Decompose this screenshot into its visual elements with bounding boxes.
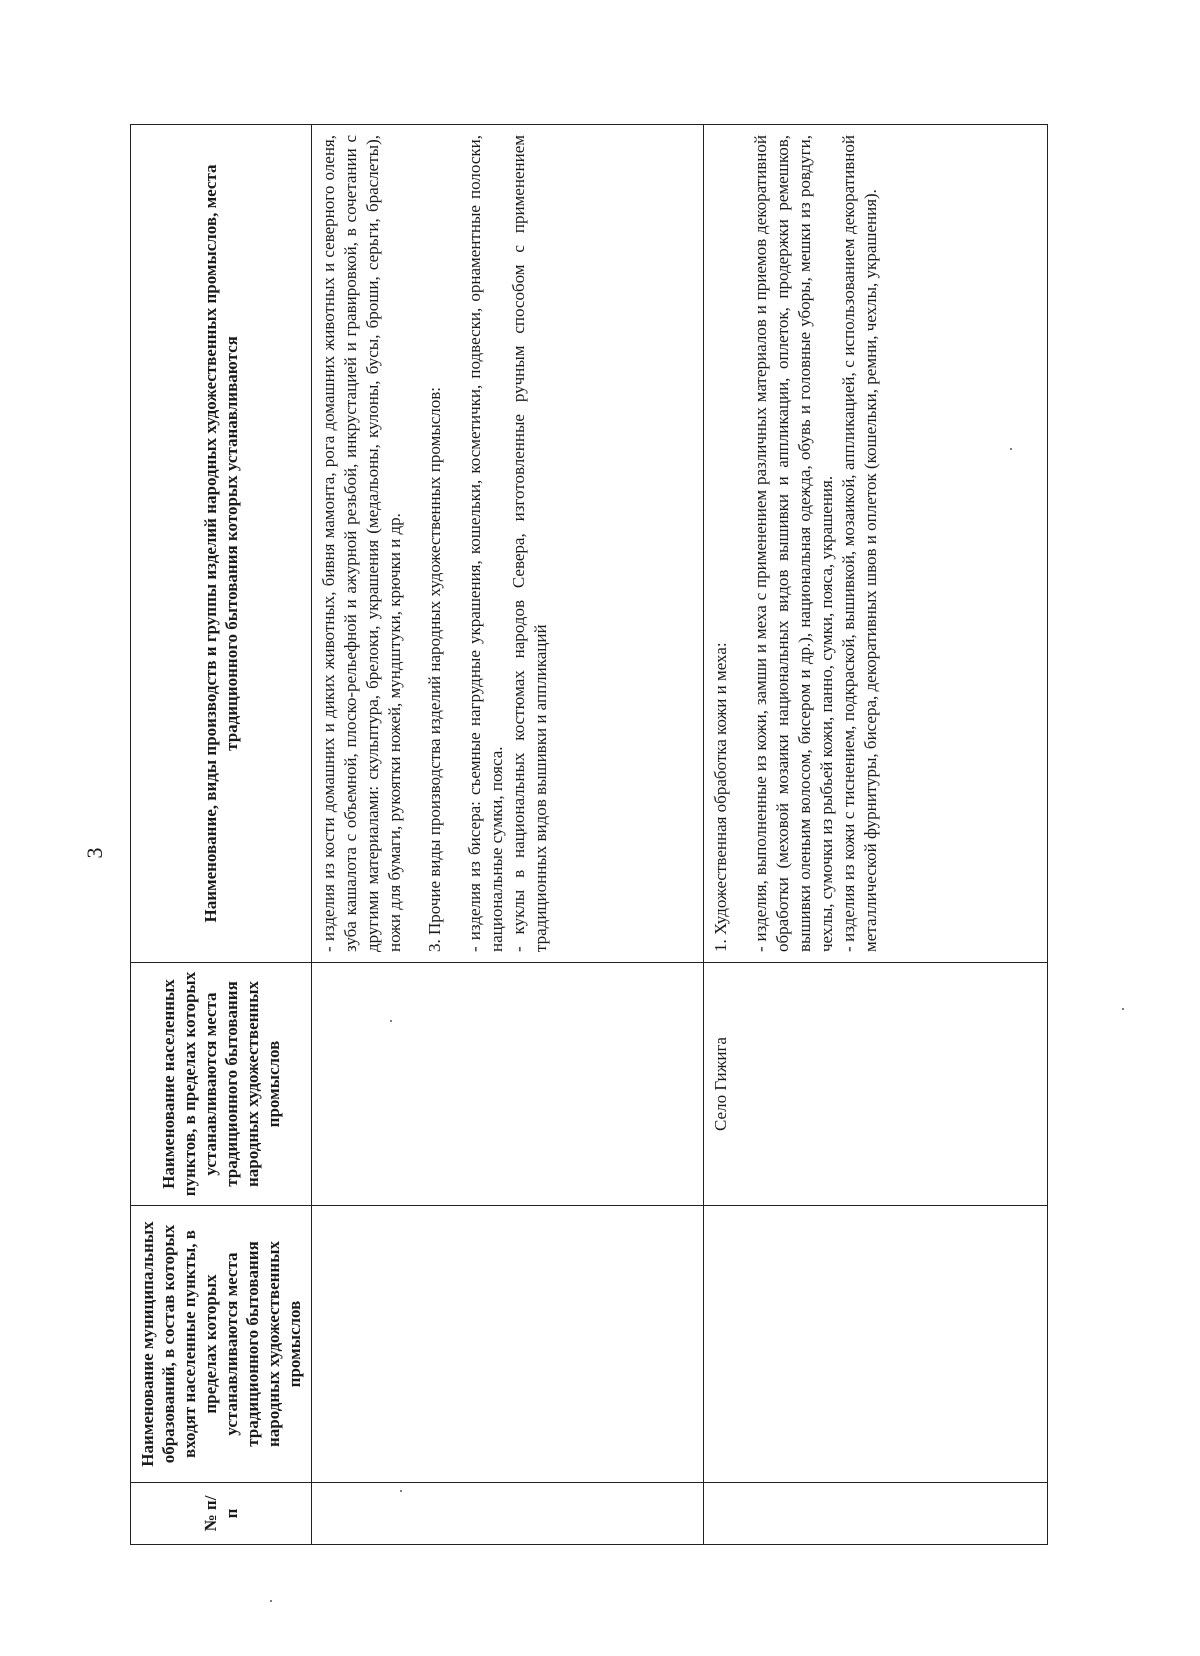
cell-settlement: Село Гижига [704, 963, 1048, 1206]
cell-types [312, 125, 704, 963]
crafts-table [130, 124, 1048, 1545]
rotated-page-content [130, 125, 1048, 1545]
cell-municipal [704, 1206, 1048, 1483]
cell-num [312, 1483, 704, 1545]
table-row [312, 125, 704, 1545]
header-types: Наименование, виды производств и группы изделий народных художественных промыслов, места традиционного бытования которых устанавливаются [131, 125, 312, 963]
item-bead-products: - изделия из бисера: съемные нагрудные украшения, кошельки, косметички, подвески, орнаментные полоски, национальные сумки, пояса. [465, 135, 506, 952]
item-bone-products: - изделия из кости домашних и диких животных, бивня мамонта, рога домашних животных и северного оленя, зуба кашалота с объемной, плоско-рельефной и ажурной резьбой, инкрустацией и гравировкой, в сочетании с другими материалами: скульптура, брелоки, украшения (медальоны, кулоны, бусы, броши, серьги, браслеты), ножи для бумаги, рукоятки ножей, мундштуки, крючки и др. [319, 135, 404, 952]
cell-types [704, 125, 1048, 963]
scan-speck [1122, 1008, 1124, 1010]
scan-speck [270, 1600, 272, 1602]
cell-municipal [312, 1206, 704, 1483]
item-section-1-heading: 1. Художественная обработка кожи и меха: [711, 642, 730, 952]
cell-settlement [312, 963, 704, 1206]
cell-num [704, 1483, 1048, 1545]
item-section-3-heading: 3. Прочие виды производства изделий народных художественных промыслов: [425, 386, 444, 952]
header-settlement: Наименование населенных пунктов, в пределах которых устанавливаются места традиционного бытования народных художественных промыслов [131, 963, 312, 1206]
scan-speck [400, 1490, 402, 1492]
header-num: № п/п [131, 1483, 312, 1545]
scan-speck [390, 1020, 392, 1022]
item-national-dolls: - куклы в национальных костюмах народов Севера, изготовленные ручным способом с применением традиционных видов вышивки и аппликаций [509, 135, 550, 952]
table-row [704, 125, 1048, 1545]
item-leather-fur-products: - изделия, выполненные из кожи, замши и меха с применением различных материалов и приемов декоративной обработки (меховой мозаики национальных видов вышивки и аппликации, оплеток, продержки ремешков, вышивки оленьим волосом, бисером и др.), национальная одежда, обувь и головные уборы, мешки из ровдуги, чехлы, сумочки из рыбьей кожи, панно, сумки, пояса, украшения. [751, 135, 836, 952]
table-header-row [131, 125, 312, 1545]
item-embossed-leather: - изделия из кожи с тиснением, подкраской, вышивкой, мозаикой, аппликацией, с использованием декоративной металлической фурнитуры, бисера, декоративных швов и оплеток (кошельки, ремни, чехлы, украшения). [839, 135, 880, 952]
scan-speck [1010, 448, 1012, 450]
header-municipal: Наименование муниципальных образований, в состав которых входят населенные пункты, в пределах которых устанавливаются места традиционного бытования народных художественных промыслов [131, 1206, 312, 1483]
page-number: 3 [82, 847, 107, 859]
